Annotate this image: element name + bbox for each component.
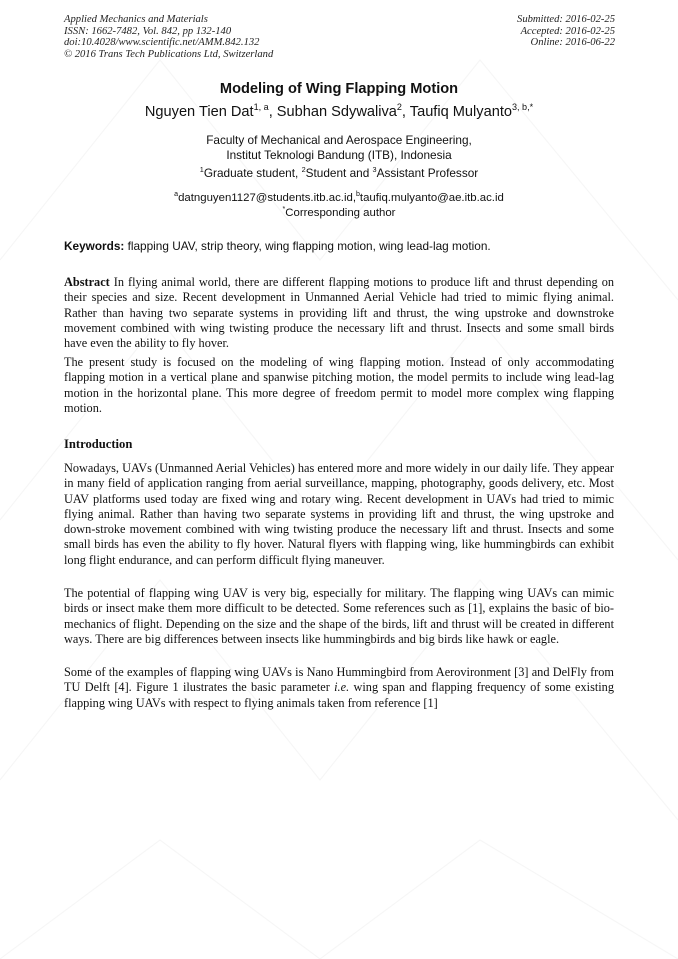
- email-a[interactable]: datnguyen1127@students.itb.ac.id,: [178, 192, 356, 204]
- keywords: [64, 239, 616, 253]
- keywords-text: flapping UAV, strip theory, wing flapping motion, wing lead-lag motion.: [124, 239, 491, 253]
- journal-header-right: [517, 14, 615, 49]
- paper-title: Modeling of Wing Flapping Motion: [219, 81, 459, 97]
- corresponding-author-note: *Corresponding author: [282, 206, 396, 219]
- author-name: Taufiq Mulyanto: [409, 104, 512, 120]
- email-b[interactable]: taufiq.mulyanto@ae.itb.ac.id: [359, 192, 504, 204]
- author-superscript: 3, b,*: [512, 102, 534, 113]
- issn-line: ISSN: 1662-7482, Vol. 842, pp 132-140: [64, 25, 232, 37]
- email-line: $^a$datnguyen1127@students.itb.ac.id,$^b$taufiq.mulyanto@ae.itb.ac.id: [174, 191, 504, 204]
- doi-line: doi:10.4028/www.scientific.net/AMM.842.132: [64, 37, 260, 49]
- affiliation-line: Faculty of Mechanical and Aerospace Engineering,: [206, 133, 472, 147]
- author-superscript: 1, a: [253, 102, 269, 113]
- introduction-heading: Introduction: [64, 437, 133, 451]
- author-list: Nguyen Tien Dat$^{1, a}$, Subhan Sdywaliva$^2$, Taufiq Mulyanto$^{3, b,*}$: [144, 102, 534, 120]
- journal-header-left: [64, 14, 273, 60]
- intro-paragraph-3: Some of the examples of flapping wing UAVs is Nano Hummingbird from Aerovironment [3] and DelFly from TU Delft [4]. Figure 1 ilustrates the basic parameter i.e. wing span and flapping frequency of some existing flapping wing UAVs with respect to flying animals taken from reference [1]: [64, 665, 614, 710]
- online-date: Online: 2016-06-22: [530, 37, 615, 49]
- journal-name: Applied Mechanics and Materials: [64, 14, 208, 25]
- author-superscript: 2: [396, 102, 402, 113]
- author-name: Subhan Sdywaliva: [276, 104, 397, 120]
- submitted-date: Submitted: 2016-02-25: [517, 14, 615, 25]
- affiliation-line: Institut Teknologi Bandung (ITB), Indonesia: [226, 148, 452, 162]
- author-name: Nguyen Tien Dat: [144, 104, 254, 120]
- abstract-paragraph-1: Abstract In flying animal world, there are different flapping motions to produce lift and thrust depending on their species and size. Recent development in Unmanned Aerial Vehicle had tried to mimic flying animal. Rather than having two separate systems in providing lift and thrust, the wing upstroke and downstroke movement combined with wing twisting produce the necessary lift and thrust. Insects and some small birds have even the ability to fly hover.: [64, 275, 614, 351]
- accepted-date: Accepted: 2016-02-25: [520, 25, 615, 37]
- affiliation: [0, 133, 678, 163]
- abstract-paragraph-2: The present study is focused on the modeling of wing flapping motion. Instead of only accommodating flapping motion in a vertical plane and spanwise pitching motion, the model permits to include wing lead-lag motion in the horizontal plane. This more degree of freedom permit to model more complex wing flapping motion.: [64, 355, 614, 415]
- intro-paragraph-1: Nowadays, UAVs (Unmanned Aerial Vehicles) has entered more and more widely in our daily life. They appear in many field of application ranging from aerial surveillance, mapping, photography, goods delivery, etc. Most UAV platforms used today are fixed wing and rotary wing. Recent development in UAVs had tried to mimic flying animal. Rather than having two separate systems in providing lift and thrust, the wing upstroke and down-stroke movement combined with wing twisting produce the necessary lift and thrust. Insects and some small birds has even the ability to fly hover. Natural flyers with flapping wing, like hummingbirds can exhibit long flight endurance, and can perform difficult flying maneuver.: [64, 461, 614, 567]
- copyright-line: © 2016 Trans Tech Publications Ltd, Switzerland: [64, 48, 274, 60]
- keywords-label: Keywords:: [64, 239, 125, 253]
- contact-emails: [0, 191, 678, 221]
- author-roles: $^1$Graduate student, $^2$Student and $^3$Assistant Professor: [199, 165, 479, 180]
- intro-paragraph-2: The potential of flapping wing UAV is very big, especially for military. The flapping wing UAVs can mimic birds or insect make them more difficult to be detected. Some references such as [1], explains the basic of bio-mechanics of flight. Depending on the size and the shape of the birds, lift and thrust will be created in different ways. There are big differences between insects like hummingbirds and big birds like hawk or eagle.: [64, 586, 614, 646]
- abstract-label: Abstract: [64, 275, 110, 289]
